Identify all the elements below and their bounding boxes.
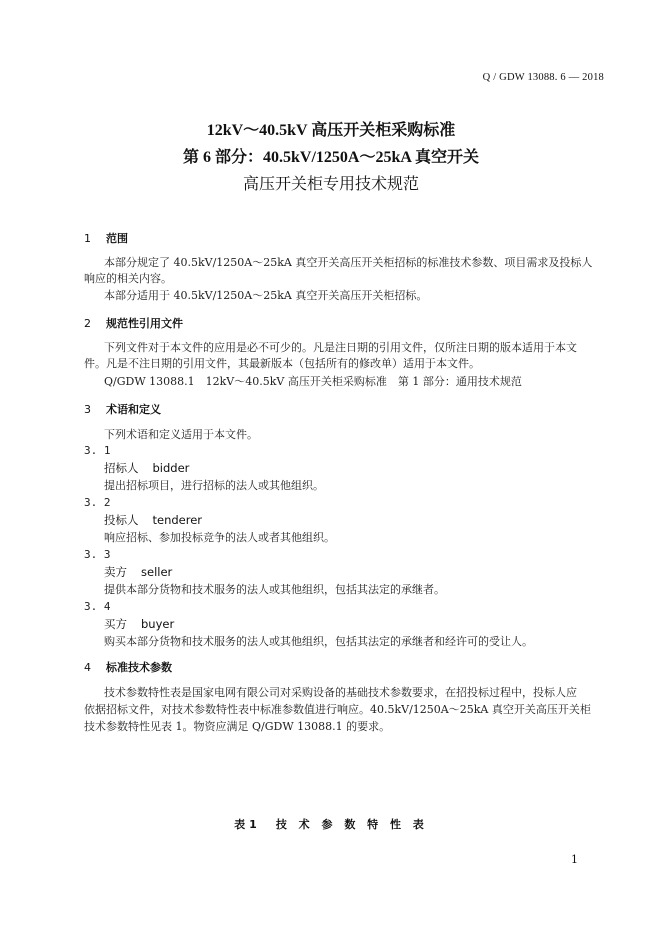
title-line-2: 第 6 部分：40.5kV/1250A～25kA 真空开关 <box>182 149 480 166</box>
section-2-heading <box>84 315 183 331</box>
term-en: seller <box>141 565 173 579</box>
section-number: 1 <box>84 232 91 245</box>
term-cn: 卖方 <box>104 565 127 579</box>
section-title: 术语和定义 <box>106 403 161 416</box>
title-line-3: 高压开关柜专用技术规范 <box>242 176 419 193</box>
term-heading <box>104 460 189 476</box>
document-code: Q / GDW 13088. 6 — 2018 <box>482 72 604 83</box>
term-cn: 买方 <box>104 617 127 631</box>
term-en: buyer <box>141 617 175 631</box>
term-heading <box>104 564 172 580</box>
term-en: tenderer <box>152 513 203 527</box>
section-4-paragraph-1a: 技术参数特性表是国家电网有限公司对采购设备的基础技术参数要求，在招投标过程中，投标人应 <box>104 686 577 699</box>
section-4-paragraph-1b: 依据招标文件，对技术参数特性表中标准参数值进行响应。40.5kV/1250A～25kA 真空开关高压开关柜 <box>84 703 591 716</box>
section-1-paragraph-1a: 本部分规定了 40.5kV/1250A～25kA 真空开关高压开关柜招标的标准技术参数、项目需求及投标人 <box>104 256 593 269</box>
term-cn: 招标人 <box>104 461 139 475</box>
term-definition: 购买本部分货物和技术服务的法人或其他组织，包括其法定的承继者和经许可的受让人。 <box>104 635 533 648</box>
title-line-1: 12kV～40.5kV 高压开关柜采购标准 <box>206 122 456 139</box>
section-2-paragraph-1a: 下列文件对于本文件的应用是必不可少的。凡是注日期的引用文件，仅所注日期的版本适用于本文 <box>104 341 577 354</box>
term-number: 3. 1 <box>84 444 111 457</box>
term-number: 3. 4 <box>84 600 111 613</box>
term-heading <box>104 512 202 528</box>
section-number: 2 <box>84 317 91 330</box>
term-number: 3. 2 <box>84 496 111 509</box>
term-en: bidder <box>152 461 190 475</box>
term-number: 3. 3 <box>84 548 111 561</box>
section-1-heading <box>84 230 128 246</box>
section-2-paragraph-1b: 件。凡是不注日期的引用文件，其最新版本（包括所有的修改单）适用于本文件。 <box>84 357 480 370</box>
section-number: 3 <box>84 403 91 416</box>
section-title: 规范性引用文件 <box>106 317 183 330</box>
section-4-heading <box>84 659 172 675</box>
section-4-paragraph-1c: 技术参数特性见表 1。物资应满足 Q/GDW 13088.1 的要求。 <box>84 720 391 733</box>
section-3-intro: 下列术语和定义适用于本文件。 <box>104 428 258 441</box>
term-cn: 投标人 <box>104 513 139 527</box>
section-1-paragraph-1b: 响应的相关内容。 <box>84 272 172 285</box>
term-definition: 提出招标项目，进行招标的法人或其他组织。 <box>104 479 324 492</box>
section-title: 范围 <box>106 232 128 245</box>
term-definition: 提供本部分货物和技术服务的法人或其他组织，包括其法定的承继者。 <box>104 583 445 596</box>
page-number: 1 <box>571 853 578 866</box>
table-caption: 表1 技 术 参 数 特 性 表 <box>234 818 428 831</box>
section-title: 标准技术参数 <box>106 661 172 674</box>
section-1-paragraph-2: 本部分适用于 40.5kV/1250A～25kA 真空开关高压开关柜招标。 <box>104 289 428 302</box>
section-2-reference: Q/GDW 13088.1 12kV～40.5kV 高压开关柜采购标准 第 1 部分：通用技术规范 <box>104 375 522 388</box>
term-definition: 响应招标、参加投标竞争的法人或者其他组织。 <box>104 531 335 544</box>
section-number: 4 <box>84 661 91 674</box>
section-3-heading <box>84 401 161 417</box>
term-heading <box>104 616 174 632</box>
